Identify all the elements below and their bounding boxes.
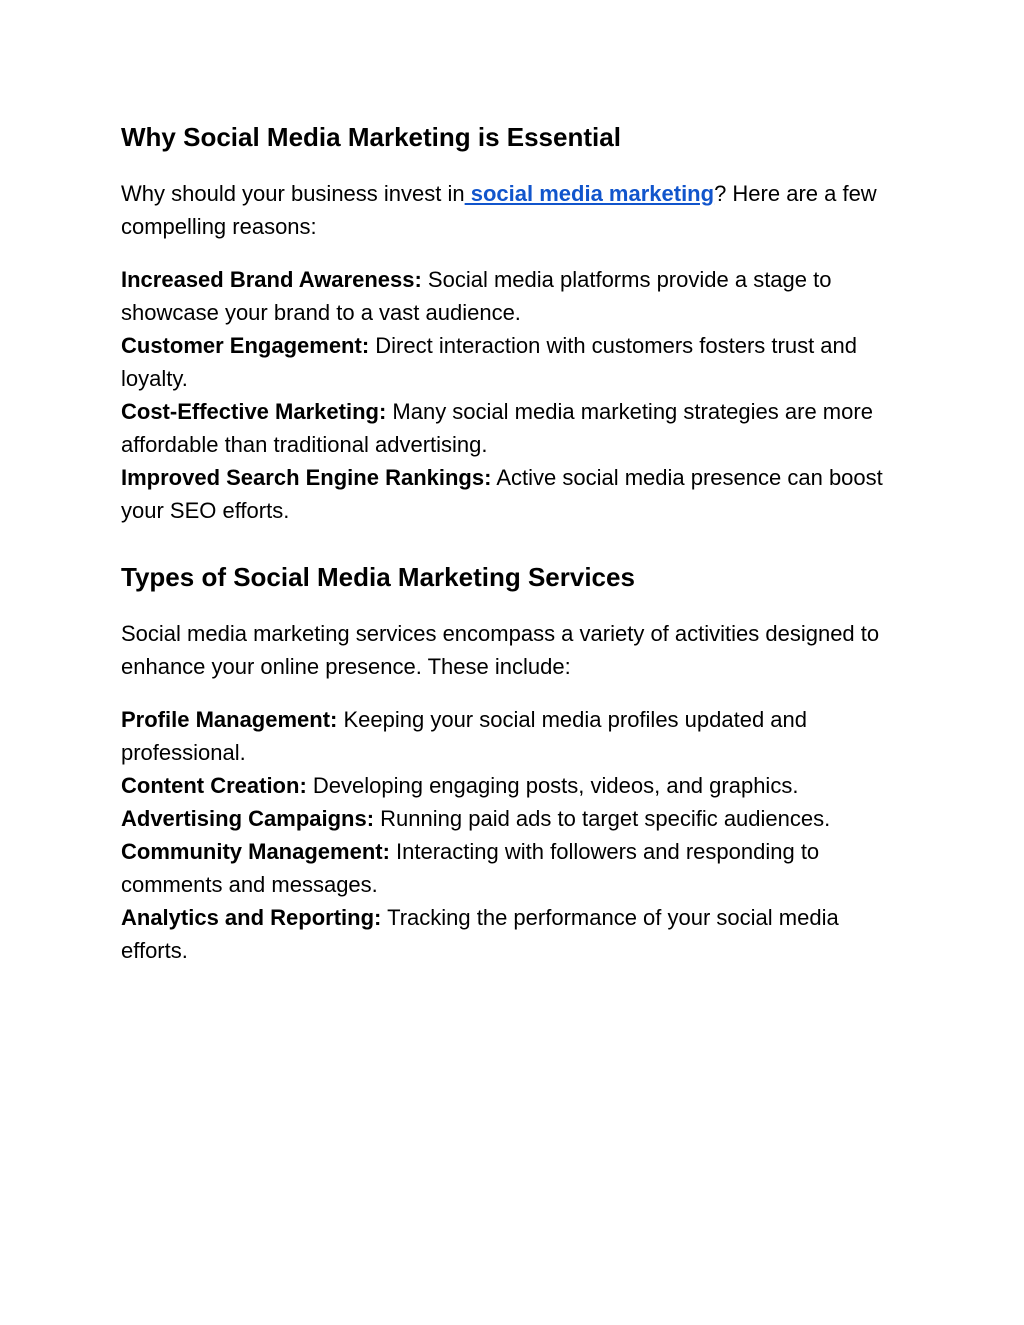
list-item	[121, 329, 911, 395]
item-desc: Social media platforms provide a stage to showcase your brand to a vast audience.	[121, 267, 832, 325]
intro-text-before: Why should your business invest in	[121, 181, 465, 206]
list-item	[121, 802, 911, 835]
list-item	[121, 769, 911, 802]
item-term: Customer Engagement:	[121, 333, 370, 358]
list-item	[121, 901, 911, 967]
item-desc: Developing engaging posts, videos, and graphics.	[306, 773, 799, 798]
intro-paragraph-2: Social media marketing services encompass a variety of activities designed to enhance your online presence. These include:	[121, 621, 880, 679]
item-desc: Running paid ads to target specific audiences.	[374, 806, 831, 831]
item-desc: Active social media presence can boost your SEO efforts.	[121, 465, 883, 523]
reasons-list	[121, 263, 911, 527]
list-item	[121, 263, 911, 329]
item-term: Profile Management:	[121, 707, 338, 732]
item-term: Content Creation:	[121, 773, 307, 798]
item-term: Cost-Effective Marketing:	[121, 399, 387, 424]
list-item	[121, 835, 911, 901]
list-item	[121, 703, 911, 769]
section-heading-why-essential: Why Social Media Marketing is Essential	[121, 122, 621, 152]
services-list	[121, 703, 911, 967]
item-term: Advertising Campaigns:	[121, 806, 375, 831]
intro-text-after: ? Here are a few compelling reasons:	[121, 181, 877, 239]
item-term: Analytics and Reporting:	[121, 905, 382, 930]
item-desc: Keeping your social media profiles updated and professional.	[121, 707, 808, 765]
item-desc: Many social media marketing strategies are more affordable than traditional advertising.	[121, 399, 873, 457]
social-media-marketing-link[interactable]: social media marketing	[464, 181, 715, 206]
list-item	[121, 461, 911, 527]
item-term: Increased Brand Awareness:	[121, 267, 422, 292]
list-item	[121, 395, 911, 461]
section-heading-types-of-services: Types of Social Media Marketing Services	[121, 562, 635, 592]
intro-paragraph-1	[121, 177, 911, 243]
item-desc: Tracking the performance of your social media efforts.	[121, 905, 839, 963]
item-term: Improved Search Engine Rankings:	[121, 465, 492, 490]
item-desc: Direct interaction with customers fosters trust and loyalty.	[121, 333, 858, 391]
item-desc: Interacting with followers and responding to comments and messages.	[121, 839, 820, 897]
item-term: Community Management:	[121, 839, 390, 864]
